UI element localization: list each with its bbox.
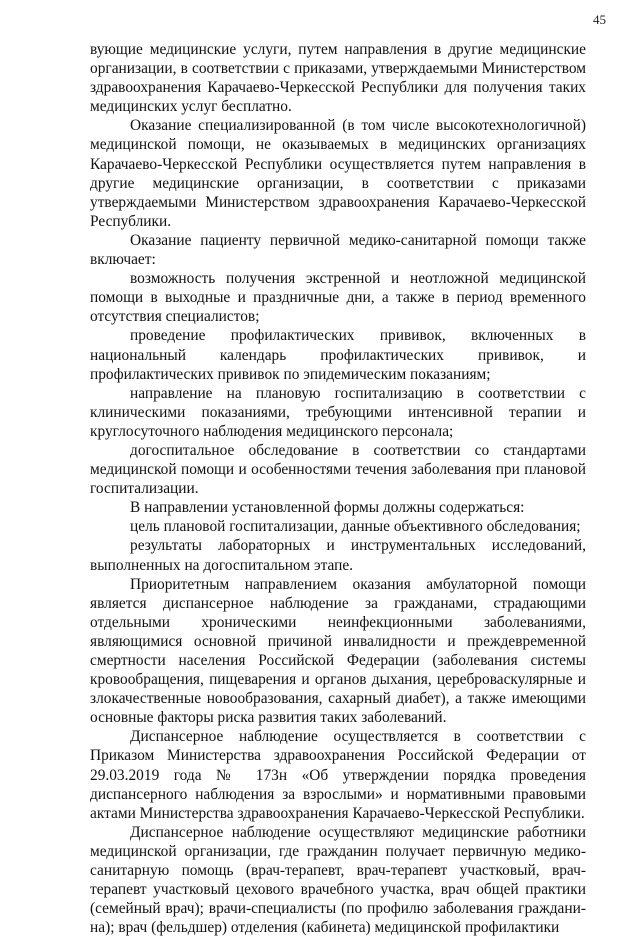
list-item-lab-results: результаты лабораторных и инструментальных исследований, выполненных на догоспитальном этапе. [90,537,586,574]
paragraph-specialized-care: Оказание специализированной (в том числе высокотехнологичной) медицинской помощи, не оказываемых в медицинских организациях Карачаево-Черкесской Республики осуществляется путем направления в другие медицинские организации, в соответствии с приказами утверждаемыми Министерством здравоохранения Карачаево-Черкесской Республики. [90,117,586,230]
document-body [90,40,586,937]
list-item-prehospital-exam: догоспитальное обследование в соответствии со стандартами медицинской помощи и особенностями течения заболевания при плановой госпитализации. [90,441,586,498]
list-item-hospitalization-goal: цель плановой госпитализации, данные объективного обследования; [130,518,581,536]
list-item-hospitalization-referral: направление на плановую госпитализацию в соответствии с клиническими показаниями, требующими интенсивной терапии и круглосуточного наблюдения медицинского персонала; [90,384,586,440]
paragraph-referral-form: В направлении установленной формы должны содержаться: [130,499,525,517]
page-number: 45 [593,12,606,27]
paragraph-primary-care-includes: Оказание пациенту первичной медико-санитарной помощи также включает: [90,231,586,269]
paragraph-continuation: вующие медицинские услуги, путем направления в другие медицинские организации, в соответствии с приказами, утверждаемыми Министерством здравоохранения Карачаево-Черкесской Республики для получения таких медицинских услуг бесплатно. [90,41,586,116]
paragraph-dispensary-order: Диспансерное наблюдение осуществляется в соответствии с Приказом Министерства здравоохранения Российской Федерации от 29.03.2019 года № 173н «Об утверждении порядка проведения диспансерного наблюдения за взрослыми» и нормативными правовыми актами Министерства здравоохранения Карачаево-Черкесской Республики. [90,728,586,822]
list-item-emergency-care: возможность получения экстренной и неотложной медицинской помощи в выходные и праздничные дни, а также в период временного отсутствия специалистов; [90,270,586,326]
list-item-vaccinations: проведение профилактических прививок, включенных в национальный календарь профилактических прививок, и профилактических прививок по эпидемическим показаниям; [90,327,586,383]
paragraph-dispensary-workers: Диспансерное наблюдение осуществляют медицинские работники медицинской организации, где гражданин получает первичную медико-санитарную помощь (врач-терапевт, врач-терапевт участковый, врач-терапевт участковый цехового врачебного участка, врач общей практики (семейный врач); врачи-специалисты (по профилю заболевания граждани-на); врач (фельдшер) отделения (кабинета) медицинской профилактики [90,823,586,937]
paragraph-priority-direction: Приоритетным направлением оказания амбулаторной помощи является диспансерное наблюдение за гражданами, страдающими отдельными хроническими неинфекционными заболеваниями, являющимися основной причиной инвалидности и преждевременной смертности населения Российской Федерации (заболевания системы кровообращения, пищеварения и органов дыхания, цереброваскулярные и злокачественные новообразования, сахарный диабет), а также имеющими основные факторы риска развития таких заболеваний. [90,575,586,727]
